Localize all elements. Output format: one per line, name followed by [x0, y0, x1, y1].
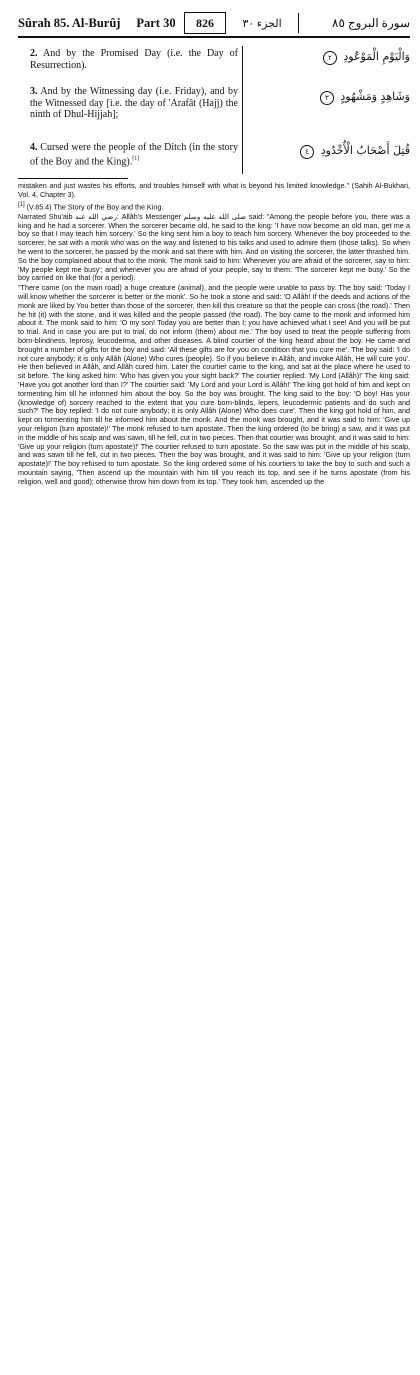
- surah-title: Sûrah 85. Al-Burûj: [18, 15, 121, 30]
- verses-section: [18, 46, 410, 174]
- verse-translation-4: [30, 142, 238, 167]
- verse-arabic-2: [260, 50, 410, 65]
- column-divider: [242, 46, 243, 174]
- footnote-continuation: mistaken and just wastes his efforts, and troubles himself with what is beyond his limited knowledge." (Sahih Al-Bukhari, Vol. 4, Chapter 3).: [18, 181, 410, 199]
- verse-text: And by the Witnessing day (i.e. Friday), and by the Witnessed day [i.e. the day of 'Arafât (Hajj) the ninth of Dhul-Hijjah];: [30, 86, 238, 120]
- verse-marker-icon: ٢: [323, 51, 337, 65]
- footnote-paragraph-2: "There came (on the main road) a huge creature (animal), and the people were unable to pass by. The boy said: 'Today I will know whether the sorcerer is better or the monk'. So he took a stone and said: 'O Allâh! If the deeds and actions of the monk are liked by You better than those of the sorcerer, then kill this creature so that the people can cross (the road).' Then he hit (it) with the stone, and it was killed and the people passed (the road). The boy came to the monk and informed him about it. The monk said to him: 'O my son! Today you are better than I; you have achieved what I see! And you will be put to trial. And in case you are put to trial, do not inform (them) about me.' The boy used to treat the people suffering from born-blindness, leprosy, leucoderma, and other diseases. A blind courtier of the king heard about the boy. He came and brought a number of gifts for the boy and said: 'All these gifts are for you on condition that you cure me'. The boy said: 'I do not cure anybody; it is only Allâh (Alone) Who cures (people). So if you believe in Allâh, and invoke Allâh, He will cure you'. He then believed in Allâh, and Allâh cured him. Later the courtier came to the king, and sat at the place where he used to sit before. The king asked him: 'Who has given you your sight back?' The courtier replied: 'My Lord (Allâh)!' The king said: 'Have you got another lord than I?' The courtier said: 'My Lord and your Lord is Allâh!' The king got hold of him and kept on tormenting him till he informed him about the boy. So the boy was brought. The king said to the boy: 'O boy! Has your (knowledge of) sorcery reached to the extent that you cure born-blinds, lepers, leucodermic patients and do such and such?' The boy replied: 'I do not cure anybody; it is only Allâh (Alone) Who does cure'. Then the king got hold of him, and kept on tormenting him till he informed him about the monk. And the monk was brought, and it was said to him: 'Give up your religion (turn apostate)!' The monk refused to turn apostate. Then the king ordered (to be bring) a saw, and it was put in the middle of his scalp and was sawn, till he fell, cut in two pieces. Then that courtier was brought, and it was said to him: 'Give up your religion (turn apostate)!' The courtier refused to turn apostate. So the saw was put in the middle of his scalp, and was sawn till he fell, cut in two pieces. Then the boy was brought, and it was said to him: 'Give up your religion (turn apostate)!' The boy refused to turn apostate. So the king ordered some of his courtiers to take the boy to such and such a mountain saying, 'Then ascend up the mountain with him till you reach its top, and see if he turns apostate (from his religion, well and good); otherwise throw him down from its top.' They took him, ascended up the: [18, 283, 410, 486]
- verse-text: And by the Promised Day (i.e. the Day of Resurrection).: [30, 48, 238, 71]
- verse-arabic-text: وَشَاهِدٍ وَمَشْهُودٍ: [340, 90, 410, 103]
- footnote-marker: [1]: [18, 201, 25, 208]
- verse-number: 2.: [30, 48, 38, 59]
- footnote-rule: [18, 178, 128, 179]
- part-label: Part 30: [136, 15, 176, 30]
- verse-arabic-4: [260, 144, 410, 159]
- surah-title-arabic: سورة البروج ٨٥: [332, 15, 410, 30]
- verse-marker-icon: ٣: [320, 91, 334, 105]
- verse-arabic-text: قُتِلَ أَصْحَابُ الْأُخْدُودِ: [320, 144, 410, 157]
- footnote-title: (V.85:4) The Story of the Boy and the King.: [24, 201, 164, 211]
- verse-arabic-3: [260, 90, 410, 105]
- verse-translation-3: [30, 86, 238, 121]
- verse-marker-icon: ٤: [300, 145, 314, 159]
- footnotes: [18, 182, 410, 487]
- page-number: 826: [184, 12, 226, 34]
- footnote-ref[interactable]: [1]: [132, 155, 140, 162]
- verse-number: 4.: [30, 142, 38, 153]
- verse-number: 3.: [30, 86, 38, 97]
- verse-text: Cursed were the people of the Ditch (in the story of the Boy and the King).: [30, 142, 238, 167]
- verse-translation-2: [30, 48, 238, 71]
- footnote-heading: [18, 201, 410, 212]
- juz-arabic: الجزء ٣٠: [226, 13, 299, 33]
- verse-arabic-text: وَالْيَوْمِ الْمَوْعُودِ: [343, 50, 410, 63]
- page-header: [18, 10, 410, 38]
- footnote-paragraph-1: Narrated Shu'aib رضي الله عنه: Allâh's Messenger صلى الله عليه وسلم said: "Among the people before you, there was a king and he had a sorcerer. When the sorcerer became old, he said to the king: 'I have now become an old man, get me a boy so that I may teach him sorcery.' So the king sent him a boy to teach him sorcery. Whenever the boy proceeded to the sorcerer, he sat with a monk who was on the way and listened to his talks and used to admire them (those talks). So when he went to the sorcerer, he passed by the monk and sat there with him. And on visiting the sorcerer, the latter thrashed him. So the boy complained about that to the monk. The monk said to him: Whenever you are afraid of the sorcerer, say to him: 'My people kept me busy'; and whenever you are afraid of your people, say to them: 'The sorcerer kept me busy.' So the boy carried on like that (for a period).: [18, 211, 410, 283]
